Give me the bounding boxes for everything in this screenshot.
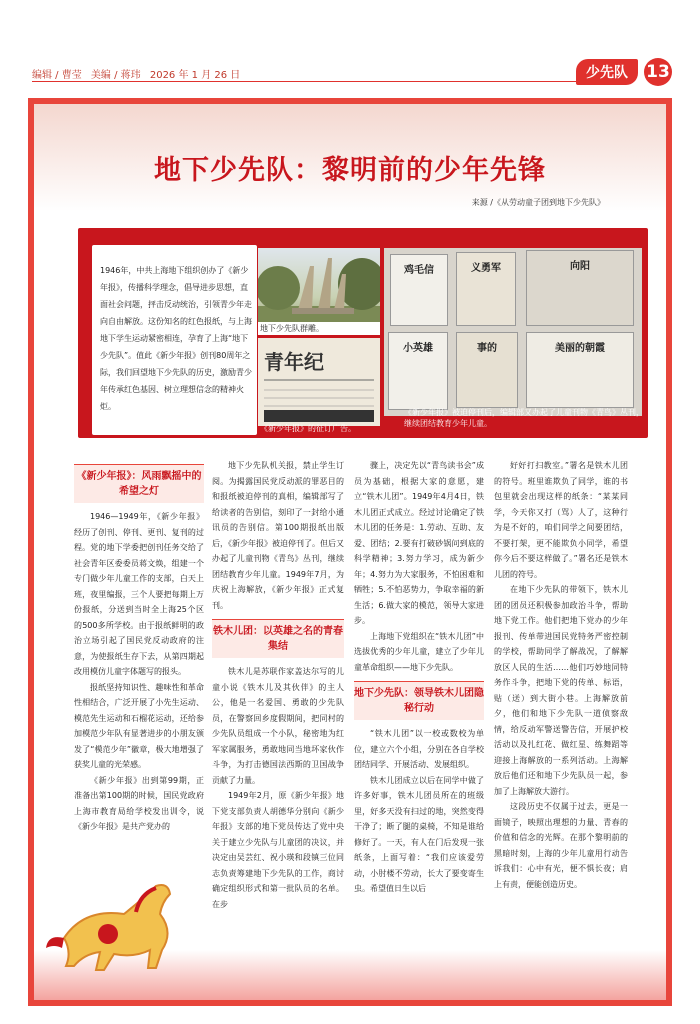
book-cover: 美丽的朝霞 (526, 332, 634, 408)
book-covers-photo (384, 248, 642, 416)
paragraph: 好好打扫教室。”署名是铁木儿团的符号。班里谁欺负了同学，谁的书包里就会出现这样的纸条：“某某同学，今天你又打（骂）人了，这种行为是不好的，咱们同学之间要团结，不要打架，更不能欺负小同学，希望你今后不要这样做了。”署名还是铁木儿团的符号。 (494, 461, 628, 579)
section-heading: 铁木儿团：以英雄之名的青春集结 (212, 619, 344, 658)
newspaper-lines (258, 338, 380, 426)
paragraph: 地下少先队机关报，禁止学生订阅。为揭露国民党反动派的罪恶目的和报纸被迫停刊的真相，编辑部写了给读者的告别信，刻印了一封给小通讯员的告别信。第100期报纸出版后，《新少年报》被迫停刊了。但后又办起了儿童刊物《青鸟》丛刊，继续团结教育少年儿童。1949年7月，为庆祝上海解放，《新少年报》正式复刊。 (212, 461, 344, 610)
book-cover: 义勇军 (456, 252, 516, 326)
designer-credit: 美编 / 蒋玮 (90, 70, 141, 81)
paragraph: 1946—1949年，《新少年报》经历了创刊、停刊、更刊、复刊的过程。党的地下学委把创刊任务交给了社会青年区委委员蒋文焕，组建一个专门做少年儿童工作的支部，白天上班，夜里编报，三个人要把每期上万份报纸，分送到当时全上海25个区的500多所学校。由于报纸鲜明的政治立场引起了国民党反动政府的注意，为使报纸生存下去，从第四期起改用模仿儿童字体题写的报头。 (74, 512, 204, 676)
book-cover: 事的 (456, 332, 518, 408)
book-cover: 向阳 (526, 250, 634, 326)
page-number: 13 (644, 58, 672, 86)
book-cover: 鸡毛信 (390, 254, 448, 326)
section-marker (576, 58, 672, 86)
newspaper-ad-caption: 《新少年报》的征订广告。 (260, 424, 356, 433)
column-4 (494, 458, 628, 892)
intro-text: 1946年，中共上海地下组织创办了《新少年报》，传播科学理念，倡导进步思想，直面社会问题，抨击反动统治，引领青少年走向自由解放。这份知名的红色报纸，与上海地下学生运动紧密相连，孕育了上海“地下少先队”。值此《新少年报》创刊80周年之际，我们回望地下少先队的历史，激励青少年传承红色基因、树立理想信念的精神火炬。 (100, 262, 252, 415)
monument-illustration (258, 248, 380, 330)
paragraph: 骤上，决定先以“青鸟读书会”成员为基础，根据大家的意愿，建立“铁木儿团”。1949年4月4日，铁木儿团正式成立。经过讨论确定了铁木儿团的任务是：1.劳动、互助、友爱、团结；2.要有打破砂锅问到底的科学精神；3.努力学习，成为新少年；4.努力为大家服务，不怕困难和牺牲；5.不怕恶势力，争取幸福的新生活；6.做大家的模范，领导大家进步。 (354, 461, 484, 625)
paragraph: 报纸坚持知识性、趣味性和革命性相结合，广泛开展了小先生运动、模范先生运动和石榴花运动，还给参加模范少年队有显著进步的小朋友颁发了“模范少年”徽章，极大地增强了获奖儿童的光荣感。 (74, 682, 204, 769)
newspaper-ad-photo (258, 338, 380, 426)
paragraph: 在地下少先队的带领下，铁木儿团的团员还积极参加政治斗争，帮助地下党工作。他们把地下党办的少年报刊、传单带进国民党特务严密控制的学校，帮助同学了解战况，了解解放区人民的生活……他们巧妙地同特务作斗争，把地下党的传单、标语，贴（送）到大街小巷。上海解放前夕，他们和地下少先队一道侦察敌情，给反动军警送警告信，开展护校活动以及扎红花、做红星、练舞蹈等迎接上海解放的一系列活动。上海解放后他们还和地下少先队员一起，参加了上海解放大游行。 (494, 585, 628, 796)
monument-photo (258, 248, 380, 330)
book-cover: 小英雄 (388, 332, 448, 410)
editor-credit: 编辑 / 曹莹 (32, 70, 82, 81)
paragraph: 1949年2月，原《新少年报》地下党支部负责人胡德华分别向《新少年报》支部的地下党员传达了党中央关于建立少先队与儿童团的决议，并决定由吴芸红、祝小瑛和段镇三位同志负责筹建地下少先队的工作，商讨确定组织形式和第一批队员的名单。在步 (212, 791, 344, 909)
paragraph: “铁木儿团”以一校或数校为单位，建立六个小组，分别在各自学校团结同学、开展活动、发展组织。 (354, 729, 484, 769)
column-2 (212, 458, 344, 912)
paragraph: 铁木儿团成立以后在同学中做了许多好事，铁木儿团员所在的班级里，好多天没有扫过的地，突然变得干净了；断了腿的桌椅，不知是谁给修好了。一天，有人在门后发现一张纸条，上面写着：“我们应该爱劳动，小肘楼不劳动，长大了要变寄生虫。希望值日生以后 (354, 775, 484, 893)
column-3 (354, 458, 484, 897)
section-tag: 少先队 (576, 59, 638, 85)
book-covers-caption: 《新少年报》被迫停刊后，编辑部又办起了儿童刊物《青鸟》丛刊，继续团结教育少年儿童。 (404, 408, 644, 428)
page-header (0, 0, 700, 96)
column-1 (74, 458, 204, 835)
paragraph: 铁木儿是苏联作家盖达尔写的儿童小说《铁木儿及其伙伴》的主人公，他是一名爱国、勇敢的少先队员，在警察回乡度假期间，把同村的少先队员组成一个小队，秘密地为红军家属服务，勇敢地同当地坏家伙作斗争，为打击德国法西斯的卫国战争贡献了力量。 (212, 667, 344, 785)
article-title: 地下少先队：黎明前的少年先锋 (154, 155, 546, 186)
monument-caption: 地下少先队群雕。 (258, 322, 380, 335)
issue-date: 2026 年 1 月 26 日 (149, 70, 241, 81)
paragraph: 《新少年报》出到第99期，正准备出第100期的时候，国民党政府上海市教育局给学校发出训令，说《新少年报》是共产党办的 (74, 775, 204, 831)
paragraph: 上海地下党组织在“铁木儿团”中选拔优秀的少年儿童，建立了少年儿童革命组织——地下少先队。 (354, 631, 484, 672)
credits (32, 66, 246, 81)
horse-decoration-icon (44, 868, 194, 978)
article-source: 来源 /《从劳动童子团到地下少先队》 (471, 198, 605, 207)
paragraph: 这段历史不仅属于过去，更是一面镜子，映照出理想的力量、青春的价值和信念的光辉。在那个黎明前的黑暗时刻，上海的少年儿童用行动告诉我们：心中有光，便不惧长夜；肩上有责，便能创造历史。 (494, 802, 628, 889)
section-heading: 地下少先队：领导铁木儿团隐秘行动 (354, 681, 484, 720)
section-heading: 《新少年报》：风雨飘摇中的希望之灯 (74, 464, 204, 503)
header-rule (32, 81, 590, 82)
newspaper-masthead: 青年纪 (264, 350, 324, 374)
